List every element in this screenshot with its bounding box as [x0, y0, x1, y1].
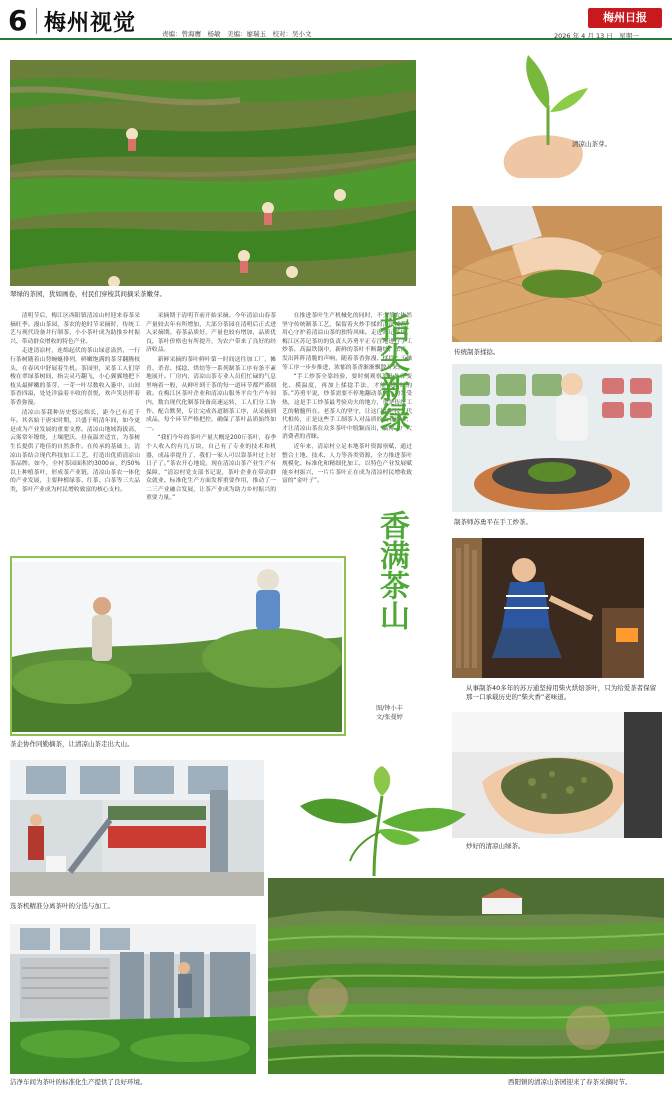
photo-sampling-tea [12, 562, 342, 732]
paragraph: 在推进茶叶生产机械化的同时，不少茶农依然坚守传统制茶工艺，保留着火炒手揉的古法技艺，用心守护着清凉山茶的独特风味。走进苏记茶坊，梅江区苏记茶坊的负责人苏勇平正专注地进行手工炒茶，高温铁锅中，新鲜的茶叶不断翻炒、杀青，发出阵阵清脆的声响，随着茶香弥漫、揉捻、干燥等工序一步步推进，浓郁的茶香渐渐飘散开来。 [282, 313, 412, 371]
caption-terraces: 西阳镇的清凉山茶园迎来了春茶采摘时节。 [508, 1078, 632, 1086]
byline-text: 文/张曼婷 [376, 714, 403, 721]
caption-hands: 炒好的清凉山绿茶。 [466, 842, 525, 850]
paragraph: 近年来，清凉村立足本地茶叶资源禀赋，通过整合土地、技术、人力等各类资源，全力推进茶叶规模化、标准化和精细化加工，以特色产业发展赋能乡村振兴，一片片茶叶正在成为清凉村民增收致富的“金叶子”。 [282, 443, 412, 485]
photo-master-frying [452, 364, 662, 512]
photo-clean-factory [10, 924, 256, 1074]
issue-date: 2026 年 4 月 13 日 星期一 [554, 32, 639, 40]
tea-leaf-decoration [300, 766, 466, 876]
caption-elder: 从事制茶40多年的苏万通坚持用柴火烘焙茶叶，只为给爱茶者保留那一口承载历史的“柴火香”老味道。 [466, 684, 657, 701]
caption-master: 制茶师苏勇平在手工炒茶。 [454, 518, 532, 526]
photo-kneading [452, 206, 662, 342]
caption-top-photo: 翠绿的茶园，犹如画卷，村民们穿梭其间摘采茶嫩芽。 [10, 290, 166, 298]
paragraph: 清明节后，梅江区西阳镇清凉山村迎来春茶采摘旺季。漫山茶园，茶农的抢时节采摘时，传统工艺与现代设备并行制茶，小小茶叶成为助推乡村振兴、带动群众增收的特色产业。 [10, 313, 140, 345]
photo-sorting-machine [10, 760, 264, 896]
photo-tea-terraces [268, 878, 664, 1074]
paragraph: “我们今年的茶叶产量大概是200斤茶叶，春季个人收入约有几万块，自己有了专业的技术和机器，成品率提升了，我们一家人可以靠茶叶过上好日子了。”茶农开心地说。现在清凉山茶产业生产有保障，“清凉村党支部书记说，茶叶企业在带动群众就业、标准化生产方面发挥重要作用，推动了一二三产业融合发展，让茶产业成为助力乡村振兴的重要力量。” [146, 435, 276, 502]
paragraph: 采摘期于清明节前开始采摘。今年清凉山春茶产量较去年有所增加，大部分茶园在清明后正式进入采摘期。春茶品质好，产量也较有增加，品质优良，茶叶价格也有所提升，为农户带来了良好的经济收益。 [146, 313, 276, 354]
page-header [0, 0, 672, 40]
paragraph: 新鲜采摘的茶叶鲜叶第一时间送往加工厂，摊青、杀青、揉捻、烘焙等一系列制茶工序有条不紊地展开。厂房内，清凉山茶专业人员们忙碌的气息里响着一般，从鲜叶到干茶的每一道环节都严谨细致。在梅江区茶叶企业和清凉山服务平台生产车间内，数台现代化制茶设备高速运转，工人们分工协作、配合默契，专注完成各道制茶工序，从采摘到成品，每个环节严格把控，确保了茶叶品质始终如一。 [146, 356, 276, 432]
newspaper-logo: 梅州日报 [588, 8, 662, 28]
photo-elder-firewood [452, 538, 644, 678]
paragraph: 走进清凉村，连绵起伏的茶山绿意盎然，一行行茶树随着山势蜿蜒排列，鲜嫩饱满的茶芽翻腾枝头，在春风中舒展着生机。茶园里，采茶工人们穿梭在翠绿茶树间，指尖灵巧翻飞，小心翼翼地把下枝头最鲜嫩的茶芽，一芽一叶尽数收入篓中，山间茶香四溢，处处洋溢着丰收的喜悦，欢声笑语伴着茶香弥漫。 [10, 348, 140, 406]
editor-credits: 责编：曾海鹰 杨敏 美编：廖瑞玉 校对：吴小文 [162, 30, 312, 38]
byline-photo: 图/钟小丰 [376, 705, 403, 712]
paragraph: 清凉山茶栽种历史悠远绵长，距今已有近千年。其名始于唐宋时期，兴盛于明清年间，如今更是成为产业发展的重要支撑。清凉山地域海拔高，云雾常年缭绕，土壤肥沃，昼夜温差适宜，为茶树生长提供了绝佳的自然条件。在传承的基础上，清凉山茶结合现代科技加工工艺，打造出优质清凉山茶品牌。如今，全村茶园面积约3000亩，约50%以上种植茶叶，形成茶产业链，清凉山茶农一体化的产业发展，主要种植绿茶、红茶、白茶等三大品类，茶叶产业成为村民增收致富的核心支柱。 [10, 409, 140, 493]
page-number: 6 [8, 4, 28, 37]
photo-tea-pickers [10, 60, 416, 286]
section-title: 梅州视觉 [44, 11, 137, 36]
article-column-1 [10, 312, 140, 552]
headline-line-1: 指尖新绿 [374, 312, 409, 432]
caption-factory: 洁净车间为茶叶的标准化生产提供了良好环境。 [10, 1078, 147, 1086]
photo-tea-in-hands [452, 712, 662, 838]
article-column-2 [146, 312, 276, 552]
photo-tea-sprout [468, 50, 618, 180]
paragraph: “手工炒茶全靠经验，要时刻观察茶叶色泽变化、摸温度，再加上揉捻手法，才能做出好的茶。”苏勇平说，炒茶需要不停地翻动茶叶，均匀受热，这是手工炒茶最考验功夫的地方，也是传统工艺的精髓所在。老茶人的坚守，让这门古老技艺代代相传，正是这些手工制茶人对品质的执着追求，才让清凉山茶在众多茶叶中脱颖而出，赢得了广大消费者的青睐。 [282, 374, 412, 441]
header-divider [36, 8, 37, 34]
caption-kneading: 传统制茶揉捻。 [454, 348, 500, 356]
caption-sampling: 茶企协作同勤摘茶，让清凉山茶走出大山。 [10, 740, 134, 748]
caption-sprout: 清凉山茶芽。 [572, 140, 611, 148]
headline-line-2: 香满茶山 [374, 510, 409, 630]
caption-machine: 选茶机精准分离茶叶的分选与加工。 [10, 902, 114, 910]
